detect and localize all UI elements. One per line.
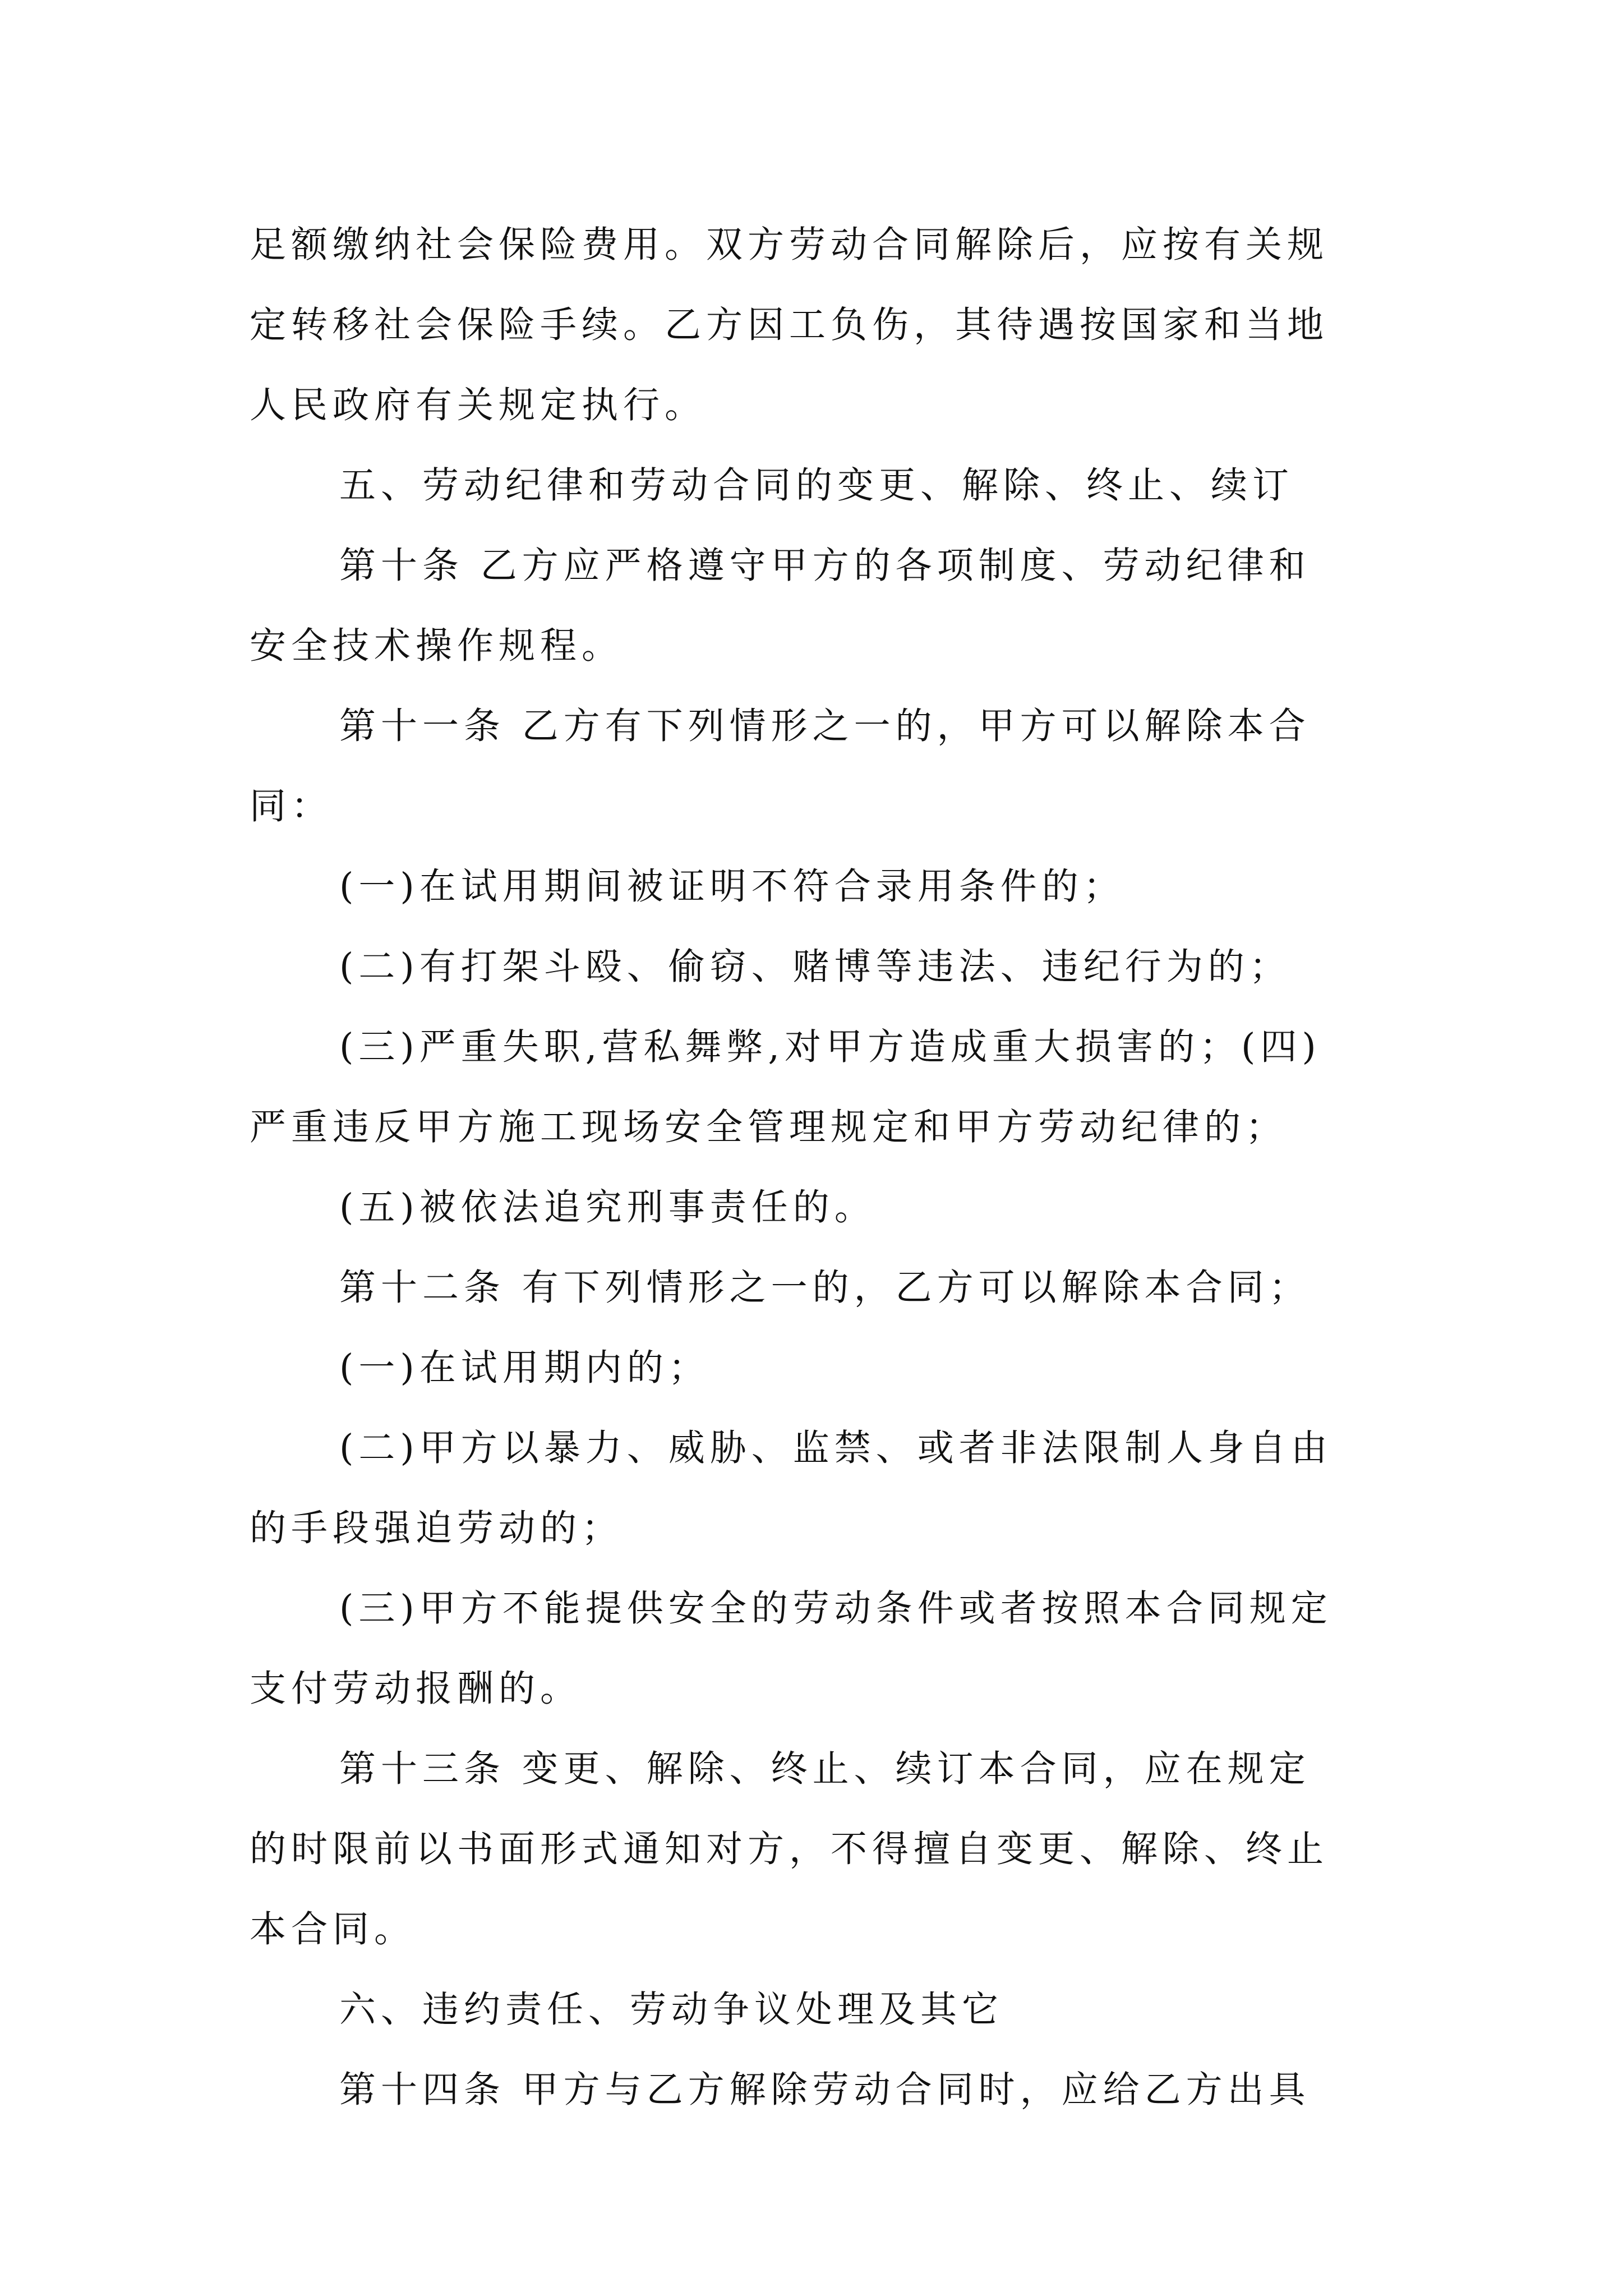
text-line: 定转移社会保险手续。乙方因工负伤，其待遇按国家和当地 xyxy=(250,304,1329,346)
text-line: 严重违反甲方施工现场安全管理规定和甲方劳动纪律的； xyxy=(250,1106,1288,1148)
text-line: 第十二条 有下列情形之一的，乙方可以解除本合同； xyxy=(339,1267,1311,1309)
text-line: (三)甲方不能提供安全的劳动条件或者按照本合同规定 xyxy=(339,1588,1332,1630)
text-line: 的时限前以书面形式通知对方，不得擅自变更、解除、终止 xyxy=(250,1828,1329,1870)
text-line: 第十条 乙方应严格遵守甲方的各项制度、劳动纪律和 xyxy=(339,545,1311,587)
text-line: 的手段强迫劳动的； xyxy=(250,1507,624,1549)
text-line: (三)严重失职,营私舞弊,对甲方造成重大损害的；(四) xyxy=(339,1026,1321,1068)
text-line: 第十四条 甲方与乙方解除劳动合同时，应给乙方出具 xyxy=(339,2069,1311,2111)
text-line: (一)在试用期内的； xyxy=(339,1347,710,1389)
text-line: 支付劳动报酬的。 xyxy=(250,1668,582,1710)
text-line: (一)在试用期间被证明不符合录用条件的； xyxy=(339,866,1125,908)
contract-body-text xyxy=(250,205,1388,2130)
text-line: (二)有打架斗殴、偷窃、赌博等违法、违纪行为的； xyxy=(339,946,1291,988)
text-line: 五、劳动纪律和劳动合同的变更、解除、终止、续订 xyxy=(339,464,1294,507)
text-line: 人民政府有关规定执行。 xyxy=(250,384,707,426)
text-line: 足额缴纳社会保险费用。双方劳动合同解除后，应按有关规 xyxy=(250,224,1329,266)
text-line: (五)被依法追究刑事责任的。 xyxy=(339,1186,876,1228)
text-line: 安全技术操作规程。 xyxy=(250,625,624,667)
text-line: 第十一条 乙方有下列情形之一的，甲方可以解除本合 xyxy=(339,705,1311,747)
text-line: 第十三条 变更、解除、终止、续订本合同，应在规定 xyxy=(339,1748,1311,1790)
text-line: 同： xyxy=(250,785,333,827)
text-line: 本合同。 xyxy=(250,1908,416,1950)
text-line: 六、违约责任、劳动争议处理及其它 xyxy=(339,1989,1004,2031)
text-line: (二)甲方以暴力、威胁、监禁、或者非法限制人身自由 xyxy=(339,1427,1332,1469)
